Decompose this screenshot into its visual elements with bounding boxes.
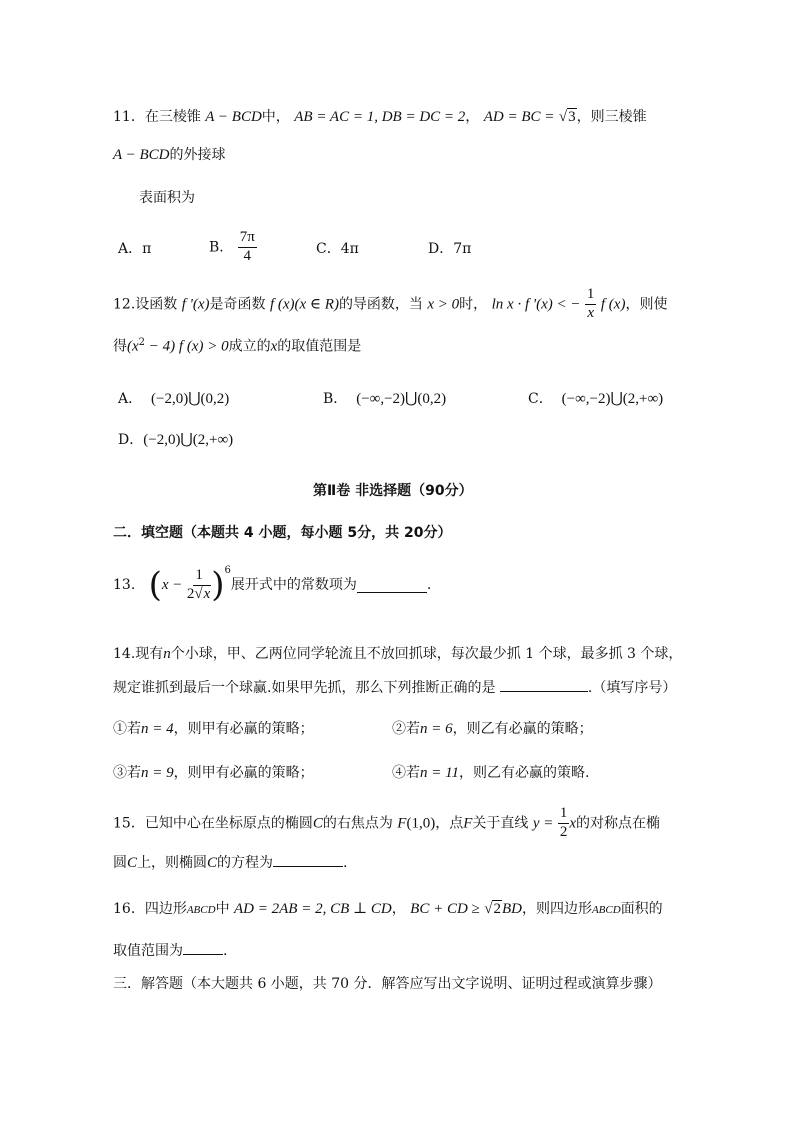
- q11-line3: 表面积为: [139, 190, 195, 206]
- fraction: $\frac{1}{2√x}$: [186, 567, 211, 602]
- q11-option-a: A．π: [118, 241, 152, 257]
- q14-option-2: ②若n = 6，则乙有必赢的策略；: [392, 721, 593, 737]
- q11-option-b: B． $\frac{7\pi}{4}$: [209, 229, 255, 264]
- q16-line1: 16．四边形ABCD中 AD = 2AB = 2, CB ⊥ CD， BC + CD ≥ √2BD，则四边形ABCD面积的: [113, 901, 663, 917]
- q14-line1: 14.现有n个小球，甲、乙两位同学轮流且不放回抓球，每次最少抓 1 个球，最多抓 3 个球，: [113, 646, 683, 662]
- q11-line1: 11．在三棱锥 A − BCD中， AB = AC = 1, DB = DC = 2， AD = BC = √3，则三棱锥: [113, 109, 647, 125]
- q12-option-c: C． (−∞,−2)⋃(2,+∞): [528, 391, 664, 407]
- answer-blank: [183, 940, 223, 955]
- answer-blank: [500, 677, 588, 692]
- sqrt: √x: [194, 585, 211, 602]
- q14-option-3: ③若n = 9，则甲有必赢的策略；: [113, 765, 314, 781]
- q15-line2: 圆C上，则椭圆C的方程为 .: [113, 852, 347, 871]
- q12-option-d: D．(−2,0)⋃(2,+∞): [118, 432, 234, 448]
- section-3-heading: 三．解答题（本大题共 6 小题，共 70 分．解答应写出文字说明、证明过程或演算步骤）: [113, 976, 662, 992]
- left-paren: (: [148, 565, 162, 606]
- q16-line2: 取值范围为 .: [113, 940, 227, 958]
- q12-option-b: B． (−∞,−2)⋃(0,2): [323, 391, 447, 407]
- right-paren: ): [211, 565, 225, 606]
- q15-line1: 15．已知中心在坐标原点的椭圆C的右焦点为 F(1,0)，点F关于直线 y = $\frac{1}{2}$ x的对称点在椭: [113, 805, 660, 840]
- sqrt-2: √2: [484, 901, 501, 917]
- q13-line: 13. ( x − $\frac{1}{2√x}$ ) 6 展开式中的常数项为 .: [113, 565, 432, 606]
- q12-line1: 12.设函数 f '(x)是奇函数 f (x)(x ∈ R)的导函数，当 x > 0时， ln x · f '(x) < − $\frac{1}{x}$ f (x)，则使: [113, 286, 668, 321]
- q14-option-1: ①若n = 4，则甲有必赢的策略；: [113, 721, 314, 737]
- fraction: $\frac{1}{x}$: [586, 286, 595, 321]
- fill-in-heading: 二．填空题（本题共 4 小题，每小题 5分，共 20分）: [113, 525, 452, 541]
- q11-line2: A − BCD的外接球: [113, 147, 226, 163]
- q12-line2: 得$(x^2 - 4)$ f (x) > 0成立的x的取值范围是: [113, 337, 362, 355]
- answer-blank: [273, 852, 343, 867]
- sqrt-3: √3: [558, 109, 576, 125]
- answer-blank: [357, 578, 427, 593]
- q14-line2: 规定谁抓到最后一个球赢.如果甲先抓，那么下列推断正确的是 .（填写序号）: [113, 677, 676, 695]
- fraction: $\frac{1}{2}$: [559, 805, 568, 840]
- q11-option-c: C．4π: [316, 241, 359, 257]
- fraction: $\frac{7\pi}{4}$: [239, 229, 255, 264]
- q12-option-a: A． (−2,0)⋃(0,2): [118, 391, 230, 407]
- q11-option-d: D．7π: [428, 241, 472, 257]
- section-2-title: 第Ⅱ卷 非选择题（90分）: [313, 483, 473, 499]
- q14-option-4: ④若n = 11，则乙有必赢的策略.: [392, 765, 590, 781]
